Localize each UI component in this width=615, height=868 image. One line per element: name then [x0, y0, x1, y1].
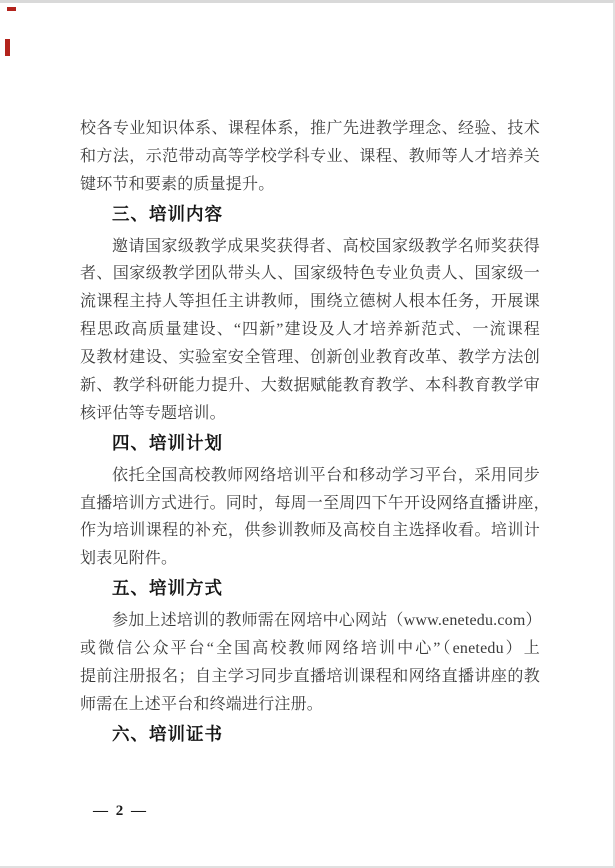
red-scan-mark-top-icon: [7, 7, 16, 11]
text-line: 流课程主持人等担任主讲教师，围绕立德树人根本任务，开展课: [80, 293, 540, 311]
text-line: 校各专业知识体系、课程体系，推广先进教学理念、经验、技术: [80, 120, 540, 137]
red-scan-mark-left-icon: [5, 39, 10, 56]
text-line: 键环节和要素的质量提升。: [80, 175, 275, 193]
text-line: 师需在上述平台和终端进行注册。: [80, 695, 324, 713]
text-line: 者、国家级教学团队带头人、国家级特色专业负责人、国家级一: [80, 265, 540, 283]
text-line: 和方法，示范带动高等学校学科专业、课程、教师等人才培养关: [80, 147, 540, 165]
text-line: 提前注册报名；自主学习同步直播培训课程和网络直播讲座的教: [80, 667, 540, 685]
section-heading-training-content: 三、培训内容: [112, 203, 223, 224]
text-line: 作为培训课程的补充，供参训教师及高校自主选择收看。培训计: [80, 522, 540, 540]
text-line: 程思政高质量建设、“四新”建设及人才培养新范式、一流课程: [80, 321, 540, 339]
document-body: [80, 115, 550, 753]
text-line: 或微信公众平台“全国高校教师网络培训中心”（enetedu）上: [80, 640, 540, 658]
text-line: 直播培训方式进行。同时，每周一至周四下午开设网络直播讲座，: [80, 494, 550, 512]
text-line: 及教材建设、实验室安全管理、创新创业教育改革、教学方法创: [80, 349, 540, 367]
text-line: 核评估等专题培训。: [80, 404, 226, 422]
text-line: 邀请国家级教学成果奖获得者、高校国家级教学名师奖获得: [112, 237, 540, 255]
text-line: 依托全国高校教师网络培训平台和移动学习平台，采用同步: [112, 466, 540, 484]
page-number: — 2 —: [93, 803, 148, 819]
section-heading-training-plan: 四、培训计划: [112, 432, 223, 453]
text-line: 划表见附件。: [80, 550, 178, 568]
section-heading-training-certificate: 六、培训证书: [112, 723, 223, 744]
text-line: 参加上述培训的教师需在网培中心网站（www.enetedu.com）: [112, 612, 542, 630]
section-heading-training-method: 五、培训方式: [112, 578, 223, 599]
text-line: 新、教学科研能力提升、大数据赋能教育教学、本科教育教学审: [80, 377, 540, 395]
